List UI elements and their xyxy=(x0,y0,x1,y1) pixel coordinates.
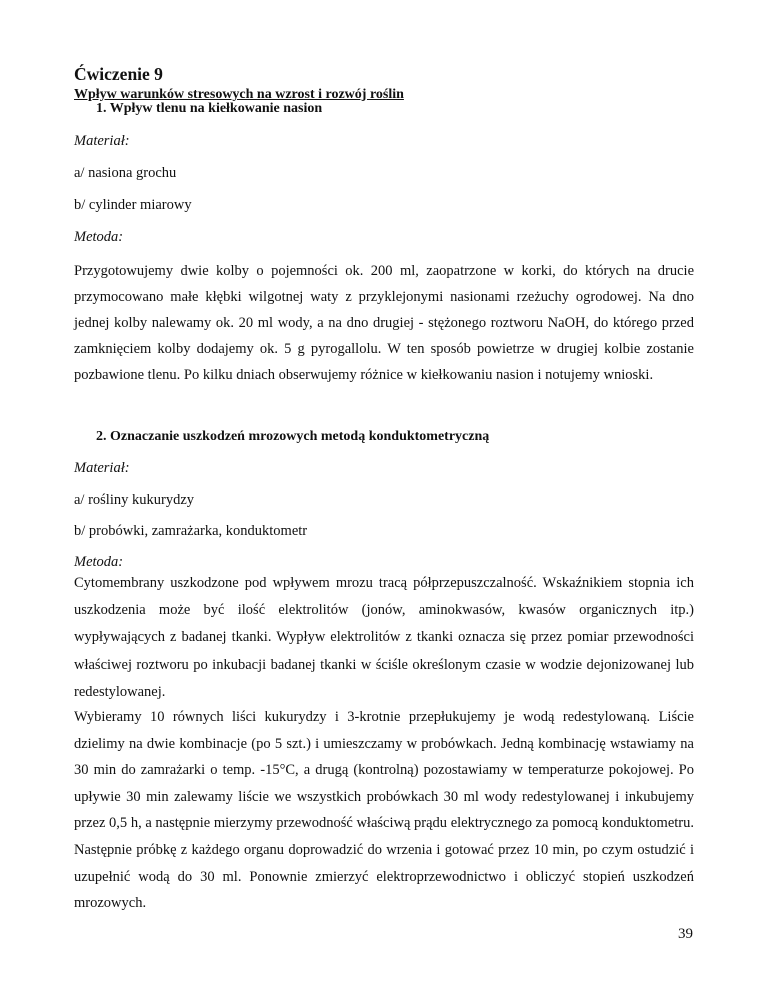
section-2-material-item: b/ probówki, zamrażarka, konduktometr xyxy=(74,523,308,539)
section-2-method-label: Metoda: xyxy=(74,554,124,570)
section-1-material-item: b/ cylinder miarowy xyxy=(74,197,192,213)
page-title: Ćwiczenie 9 xyxy=(74,64,163,84)
section-1-material-label: Materiał: xyxy=(74,133,130,149)
section-2-material-label: Materiał: xyxy=(74,460,130,476)
section-2-method-paragraph-1: Cytomembrany uszkodzone pod wpływem mrozu tracą półprzepuszczalność. Wskaźnikiem stopnia ich uszkodzenia może być ilość elektrolitów (jonów, aminokwasów, kwasów organicznych itp.) wypływających z badanej tkanki. Wypływ elektrolitów z tkanki oznacza się przez pomiar przewodności właściwej roztworu po inkubacji badanej tkanki w ściśle określonym czasie w wodzie dejonizowanej lub redestylowanej. xyxy=(74,575,694,700)
section-1-method-label: Metoda: xyxy=(74,229,124,245)
page-number: 39 xyxy=(678,926,693,942)
section-2-method-paragraph-2: Wybieramy 10 równych liści kukurydzy i 3-krotnie przepłukujemy je wodą redestylowaną. Liście dzielimy na dwie kombinacje (po 5 szt.) i umieszczamy w probówkach. Jedną kombinację wstawiamy na 30 min do zamrażarki o temp. -15°C, a drugą (kontrolną) pozostawiamy w temperaturze pokojowej. Po upływie 30 min zalewamy liście we wszystkich probówkach 30 ml wody redestylowanej i inkubujemy przez 0,5 h, a następnie mierzymy przewodność właściwą prądu elektrycznego za pomocą konduktometru. Następnie próbkę z każdego organu doprowadzić do wrzenia i gotować przez 10 min, po czym ostudzić i uzupełnić wodą do 30 ml. Ponownie zmierzyć elektroprzewodnictwo i obliczyć stopień uszkodzeń mrozowych. xyxy=(74,709,694,912)
section-1-material-item: a/ nasiona grochu xyxy=(74,165,177,181)
page-subtitle: Wpływ warunków stresowych na wzrost i rozwój roślin xyxy=(74,87,404,102)
section-2-material-item: a/ rośliny kukurydzy xyxy=(74,492,195,508)
section-1-heading: 1. Wpływ tlenu na kiełkowanie nasion xyxy=(96,101,323,116)
section-2-heading: 2. Oznaczanie uszkodzeń mrozowych metodą konduktometryczną xyxy=(96,429,490,444)
section-1-method-text: Przygotowujemy dwie kolby o pojemności ok. 200 ml, zaopatrzone w korki, do których na drucie przymocowano małe kłębki wilgotnej waty z przyklejonymi nasionami rzeżuchy ogrodowej. Na dno jednej kolby nalewamy ok. 20 ml wody, a na dno drugiej - stężonego roztworu NaOH, do którego przed zamknięciem kolby dodajemy ok. 5 g pyrogallolu. W ten sposób powietrze w drugiej kolbie zostanie pozbawione tlenu. Po kilku dniach obserwujemy różnice w kiełkowaniu nasion i notujemy wnioski. xyxy=(74,263,694,383)
